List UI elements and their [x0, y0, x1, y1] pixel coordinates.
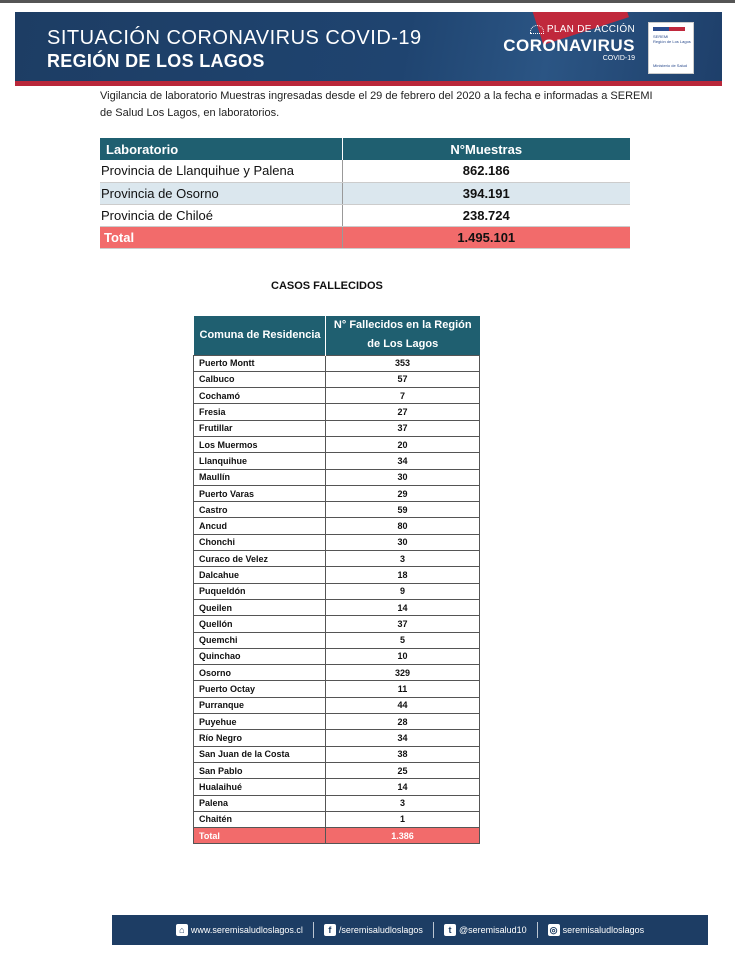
commune-name: Chonchi: [194, 534, 326, 550]
table-row: [194, 665, 480, 681]
footer-instagram[interactable]: [548, 924, 645, 936]
table-row: [100, 182, 630, 204]
table-row: [194, 795, 480, 811]
table-row: [194, 355, 480, 371]
deaths-header-commune: Comuna de Residencia: [194, 316, 326, 355]
commune-name: Río Negro: [194, 730, 326, 746]
commune-name: Fresia: [194, 404, 326, 420]
plan-label: PLAN DE ACCIÓN: [546, 24, 635, 35]
deaths-table-header: [194, 316, 480, 355]
lab-header-name: Laboratorio: [100, 138, 342, 160]
deaths-header-count: N° Fallecidos en la Región de Los Lagos: [326, 316, 480, 355]
deaths-total-row: [194, 828, 480, 844]
deaths-count: 5: [326, 632, 480, 648]
lab-row-name: Provincia de Chiloé: [100, 204, 342, 226]
lab-table-header: [100, 138, 630, 160]
table-row: [194, 453, 480, 469]
header-banner: [15, 12, 722, 86]
commune-name: Puerto Montt: [194, 355, 326, 371]
deaths-count: 38: [326, 746, 480, 762]
table-row: [194, 697, 480, 713]
deaths-count: 29: [326, 485, 480, 501]
table-row: [194, 681, 480, 697]
table-row: [194, 388, 480, 404]
banner-stripe: [15, 81, 722, 86]
instagram-icon: ◎: [548, 924, 560, 936]
deaths-count: 28: [326, 714, 480, 730]
commune-name: Quellón: [194, 616, 326, 632]
footer-website[interactable]: [176, 924, 303, 936]
deaths-count: 37: [326, 420, 480, 436]
lab-row-name: Provincia de Osorno: [100, 182, 342, 204]
footer-facebook[interactable]: [324, 924, 423, 936]
footer-website-text: www.seremisaludloslagos.cl: [190, 925, 303, 935]
commune-name: Puerto Octay: [194, 681, 326, 697]
deaths-table: [193, 316, 480, 844]
deaths-count: 80: [326, 518, 480, 534]
web-icon: ⌂: [176, 924, 188, 936]
deaths-section-title: CASOS FALLECIDOS: [271, 280, 383, 292]
table-row: [194, 469, 480, 485]
table-row: [194, 583, 480, 599]
table-row: [194, 551, 480, 567]
lab-header-value: N°Muestras: [342, 138, 630, 160]
table-row: [194, 502, 480, 518]
deaths-count: 353: [326, 355, 480, 371]
table-row: [194, 436, 480, 452]
gov-bottom-text: Ministerio de Salud: [653, 63, 688, 68]
commune-name: Maullín: [194, 469, 326, 485]
commune-name: Ancud: [194, 518, 326, 534]
table-row: [194, 648, 480, 664]
gov-line-text: Región de Los Lagos: [653, 39, 691, 44]
commune-name: Quemchi: [194, 632, 326, 648]
deaths-count: 18: [326, 567, 480, 583]
deaths-count: 10: [326, 648, 480, 664]
table-row: [194, 534, 480, 550]
commune-name: Puerto Varas: [194, 485, 326, 501]
lab-total-label: Total: [100, 226, 342, 248]
footer-twitter[interactable]: [444, 924, 527, 936]
footer-bar: [112, 915, 708, 945]
flag-red-bar: [669, 27, 685, 31]
flag-blue-bar: [653, 27, 669, 31]
banner-title: SITUACIÓN CORONAVIRUS COVID-19: [47, 27, 422, 49]
commune-name: San Pablo: [194, 762, 326, 778]
plan-brand: CORONAVIRUS: [503, 36, 635, 55]
commune-name: Castro: [194, 502, 326, 518]
table-row: [194, 811, 480, 827]
footer-divider: [313, 922, 314, 938]
deaths-count: 14: [326, 779, 480, 795]
deaths-count: 57: [326, 371, 480, 387]
table-row: [194, 420, 480, 436]
commune-name: Dalcahue: [194, 567, 326, 583]
deaths-count: 27: [326, 404, 480, 420]
deaths-count: 3: [326, 551, 480, 567]
lab-total-value: 1.495.101: [342, 226, 630, 248]
table-row: [194, 518, 480, 534]
deaths-count: 9: [326, 583, 480, 599]
deaths-count: 44: [326, 697, 480, 713]
commune-name: San Juan de la Costa: [194, 746, 326, 762]
gov-top-text: SEREMI: [653, 34, 669, 39]
deaths-count: 34: [326, 453, 480, 469]
footer-facebook-text: /seremisaludloslagos: [338, 925, 423, 935]
plan-accion-logo: [503, 24, 635, 62]
deaths-count: 14: [326, 599, 480, 615]
table-row: [194, 485, 480, 501]
commune-name: Frutillar: [194, 420, 326, 436]
deaths-total-value: 1.386: [326, 828, 480, 844]
deaths-count: 20: [326, 436, 480, 452]
table-row: [194, 746, 480, 762]
government-logo: [648, 22, 694, 74]
deaths-count: 11: [326, 681, 480, 697]
footer-divider: [537, 922, 538, 938]
intro-paragraph: Vigilancia de laboratorio Muestras ingresadas desde el 29 de febrero del 2020 a la fecha e informadas a SEREMI de Salud Los Lagos, en laboratorios.: [100, 90, 653, 119]
commune-name: Puqueldón: [194, 583, 326, 599]
lab-row-name: Provincia de Llanquihue y Palena: [100, 160, 342, 182]
table-row: [194, 714, 480, 730]
deaths-total-label: Total: [194, 828, 326, 844]
deaths-count: 329: [326, 665, 480, 681]
footer-twitter-text: @seremisalud10: [458, 925, 527, 935]
top-border-line: [0, 0, 735, 3]
commune-name: Curaco de Velez: [194, 551, 326, 567]
commune-name: Los Muermos: [194, 436, 326, 452]
facebook-icon: f: [324, 924, 336, 936]
lab-row-value: 238.724: [342, 204, 630, 226]
twitter-icon: t: [444, 924, 456, 936]
table-row: [194, 779, 480, 795]
lab-row-value: 862.186: [342, 160, 630, 182]
table-row: [194, 632, 480, 648]
lab-row-value: 394.191: [342, 182, 630, 204]
commune-name: Purranque: [194, 697, 326, 713]
commune-name: Osorno: [194, 665, 326, 681]
virus-icon: [530, 25, 544, 34]
table-row: [100, 160, 630, 182]
table-row: [100, 204, 630, 226]
commune-name: Puyehue: [194, 714, 326, 730]
commune-name: Palena: [194, 795, 326, 811]
deaths-count: 7: [326, 388, 480, 404]
deaths-count: 3: [326, 795, 480, 811]
deaths-count: 37: [326, 616, 480, 632]
deaths-count: 59: [326, 502, 480, 518]
table-row: [194, 404, 480, 420]
laboratory-table: [100, 138, 630, 249]
table-row: [194, 599, 480, 615]
commune-name: Calbuco: [194, 371, 326, 387]
deaths-count: 30: [326, 469, 480, 485]
table-row: [194, 616, 480, 632]
table-row: [194, 567, 480, 583]
deaths-count: 34: [326, 730, 480, 746]
commune-name: Llanquihue: [194, 453, 326, 469]
footer-divider: [433, 922, 434, 938]
commune-name: Cochamó: [194, 388, 326, 404]
table-row: [194, 762, 480, 778]
deaths-count: 25: [326, 762, 480, 778]
deaths-count: 30: [326, 534, 480, 550]
plan-sub: COVID-19: [602, 55, 635, 62]
commune-name: Chaitén: [194, 811, 326, 827]
commune-name: Quinchao: [194, 648, 326, 664]
commune-name: Hualaihué: [194, 779, 326, 795]
table-row: [194, 730, 480, 746]
footer-instagram-text: seremisaludloslagos: [562, 925, 645, 935]
deaths-count: 1: [326, 811, 480, 827]
lab-total-row: [100, 226, 630, 248]
banner-subtitle: REGIÓN DE LOS LAGOS: [47, 51, 265, 71]
commune-name: Queilen: [194, 599, 326, 615]
table-row: [194, 371, 480, 387]
